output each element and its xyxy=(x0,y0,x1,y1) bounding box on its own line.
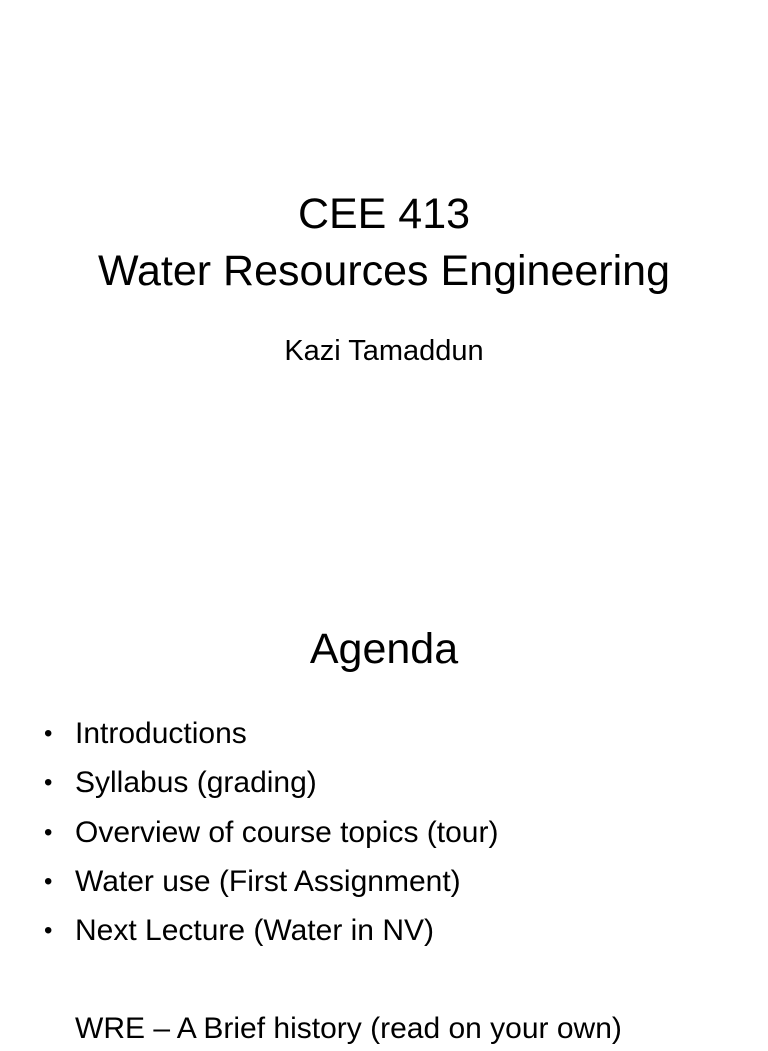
agenda-item-text: Introductions xyxy=(75,717,247,750)
agenda-heading: Agenda xyxy=(309,625,459,673)
agenda-item xyxy=(0,761,768,810)
course-code-title: CEE 413 xyxy=(297,190,471,238)
course-name-title: Water Resources Engineering xyxy=(97,247,671,295)
agenda-item xyxy=(0,860,768,909)
bullet-icon: • xyxy=(44,867,53,895)
agenda-item-text: Next Lecture (Water in NV) xyxy=(75,914,434,948)
bullet-icon: • xyxy=(44,818,53,846)
agenda-slide xyxy=(0,576,768,1045)
cut-off-line-text: WRE – A Brief history (read on your own) xyxy=(75,1012,622,1045)
bullet-icon: • xyxy=(44,720,53,747)
agenda-item xyxy=(0,909,768,958)
agenda-list xyxy=(0,712,768,958)
agenda-item-text: Overview of course topics (tour) xyxy=(75,815,499,849)
agenda-item-text: Water use (First Assignment) xyxy=(75,864,461,898)
agenda-item xyxy=(0,811,768,860)
agenda-item-text: Syllabus (grading) xyxy=(75,766,317,800)
agenda-item xyxy=(0,712,768,761)
bullet-icon: • xyxy=(44,769,53,797)
bullet-icon: • xyxy=(44,917,53,945)
author-name: Kazi Tamaddun xyxy=(284,335,484,367)
